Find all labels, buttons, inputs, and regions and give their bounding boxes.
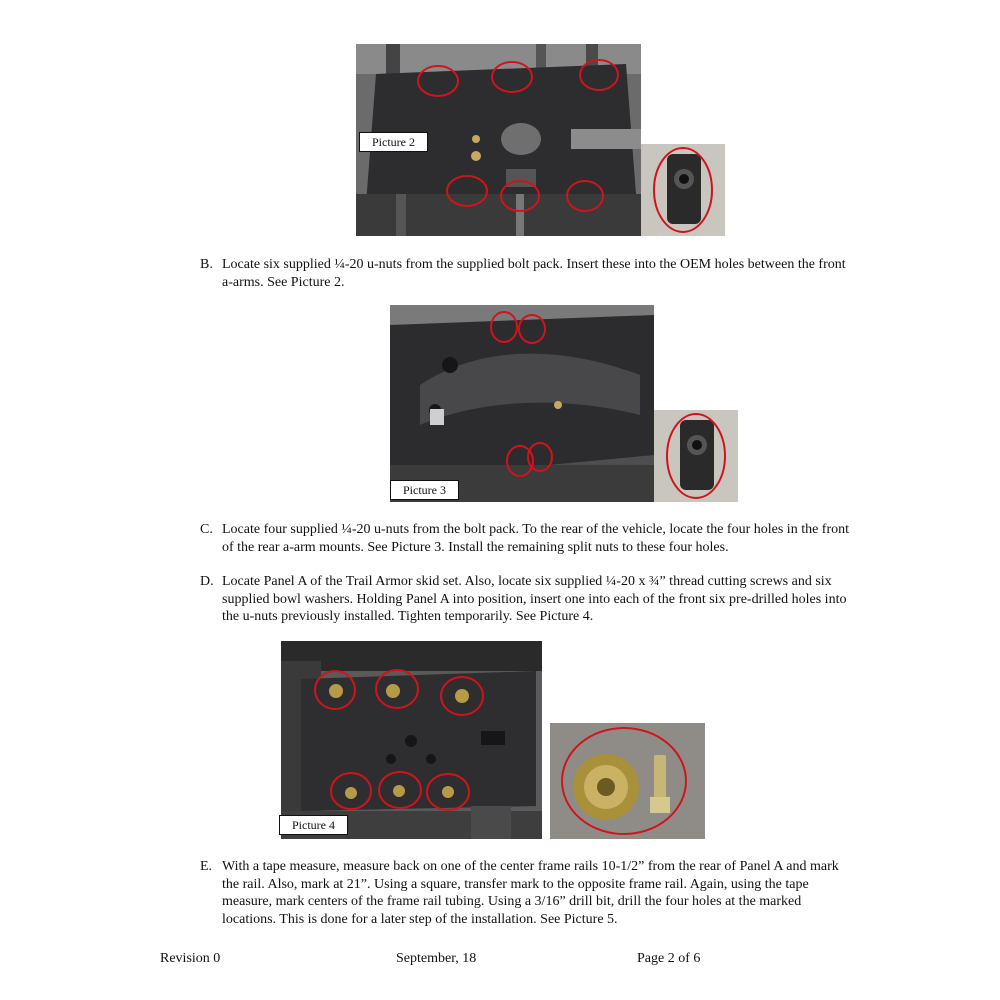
picture-3-photo [390, 305, 654, 502]
step-d-text: Locate Panel A of the Trail Armor skid set. Also, locate six supplied ¼-20 x ¾” thread cutting screws and six supplied bowl washers. Holding Panel A into position, insert one into each of the front six pre-drilled holes into the u-nuts previously installed. Tighten temporarily. See Picture 4. [222, 574, 847, 624]
step-b-letter: B. [200, 257, 213, 272]
picture-3-caption: Picture 3 [390, 480, 459, 500]
step-d [200, 573, 852, 627]
footer-revision: Revision 0 [160, 951, 221, 966]
bowl-washer-photo [550, 723, 705, 839]
step-c-letter: C. [200, 522, 213, 537]
picture-4-caption: Picture 4 [279, 815, 348, 835]
step-c [200, 521, 852, 575]
footer-page-number: Page 2 of 6 [637, 951, 701, 966]
footer-date: September, 18 [396, 951, 477, 966]
step-b-text: Locate six supplied ¼-20 u-nuts from the supplied bolt pack. Insert these into the OEM holes between the front a-arms. See Picture 2. [222, 257, 846, 290]
step-e-letter: E. [200, 859, 213, 874]
u-nut-photo-1 [641, 144, 725, 236]
step-b [200, 256, 852, 292]
step-d-letter: D. [200, 574, 214, 589]
step-c-text: Locate four supplied ¼-20 u-nuts from the bolt pack. To the rear of the vehicle, locate the four holes in the front of the rear a-arm mounts. See Picture 3. Install the remaining split nuts to these four holes. [222, 522, 850, 555]
picture-4-photo [281, 641, 542, 839]
step-e-text: With a tape measure, measure back on one of the center frame rails 10-1/2” from the rear of Panel A and mark the rail. Also, mark at 21”. Using a square, transfer mark to the opposite frame rail. Again, using the tape measure, mark centers of the frame rail tubing. Using a 3/16” drill bit, drill the four holes at the marked locations. This is done for a later step of the installation. See Picture 5. [222, 859, 839, 927]
step-e [200, 858, 852, 930]
u-nut-photo-2 [654, 410, 738, 502]
picture-2-caption: Picture 2 [359, 132, 428, 152]
